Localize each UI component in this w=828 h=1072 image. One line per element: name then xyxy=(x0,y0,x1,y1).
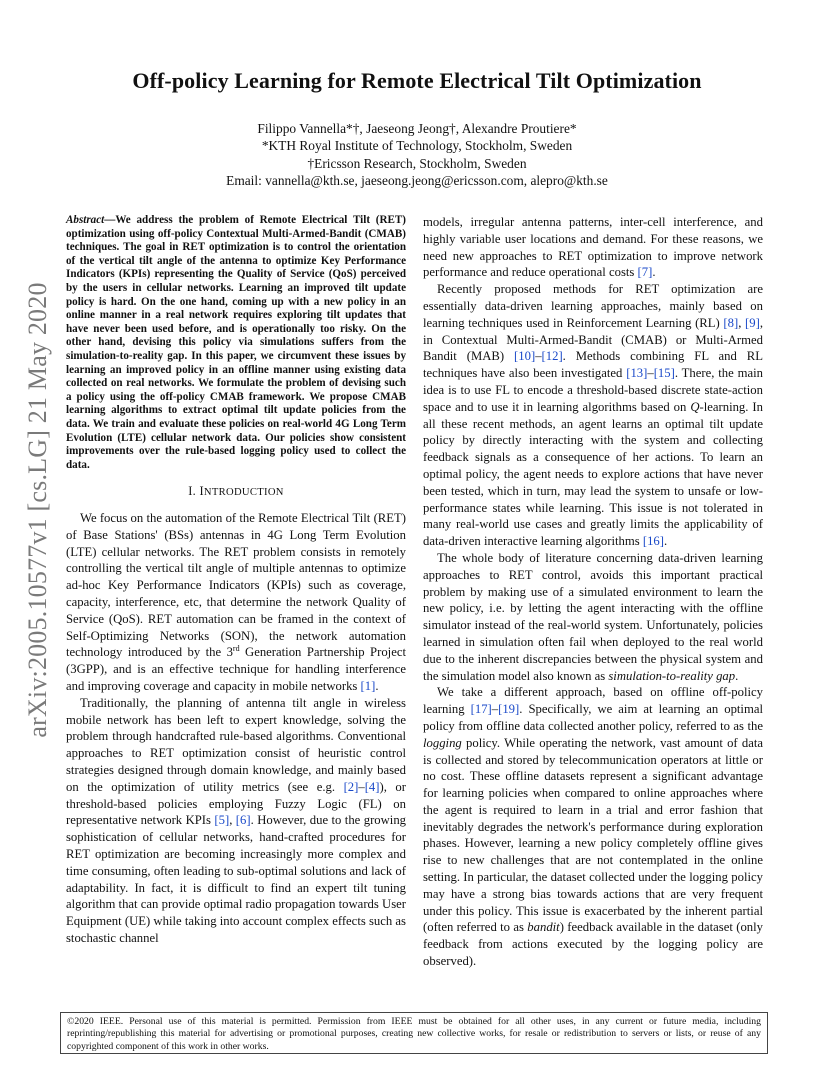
citation-link[interactable]: [1] xyxy=(360,679,376,694)
text-run: , in Contextual Multi-Armed-Bandit (CMAB) or Multi-Armed Bandit (MAB) xyxy=(423,315,764,364)
math-symbol: Q xyxy=(690,399,700,414)
section-heading-introduction xyxy=(66,483,406,502)
arxiv-identifier: arXiv:2005.10577v1 [cs.LG] 21 May 2020 xyxy=(23,282,52,738)
right-column xyxy=(423,214,763,970)
section-title-initial: I xyxy=(199,484,204,499)
copyright-notice: ©2020 IEEE. Personal use of this material is permitted. Permission from IEEE must be obtained for all other uses, in any current or future media, including reprinting/republishing this material for advertising or promotional purposes, creating new collective works, for resale or redistribution to servers or lists, or reuse of any copyrighted component of this work in other works. xyxy=(60,1012,768,1054)
section-title-rest: NTRODUCTION xyxy=(203,487,284,499)
text-run: , xyxy=(738,315,746,330)
arxiv-sidebar xyxy=(20,280,56,740)
author-block xyxy=(66,120,768,190)
citation-link[interactable]: [9] xyxy=(745,315,760,330)
citation-link[interactable]: [6] xyxy=(235,813,251,828)
text-run: , xyxy=(229,813,236,828)
abstract-text: —We address the problem of Remote Electrical Tilt (RET) optimization using off-policy Contextual Multi-Armed-Bandit (CMAB) techniques. The goal in RET optimization is to control the orientation of the vertical tilt angle of the antenna to optimize Key Performance Indicators (KPIs) representing the Quality of Service (QoS) perceived by the users in cellular networks. Learning an improved tilt update policy is hard. On the one hand, coming up with a new policy in an online manner in a real network requires exploring tilt updates that have never been used before, and is operationally too risky. On the other hand, devising this policy via simulations suffers from the simulation-to-reality gap. In this paper, we circumvent these issues by learning an improved policy in an offline manner using existing data collected on real networks. We formulate the problem of devising such a policy using the off-policy CMAB framework. We propose CMAB learning algorithms to extract optimal tilt update policies from the data. We train and evaluate these policies on real-world 4G Long Term Evolution (LTE) cellular network data. Our policies show consistent improvements over the rule-based logging policy used to collect the data. xyxy=(66,214,406,471)
text-run: – xyxy=(535,349,542,364)
text-run: Recently proposed methods for RET optimization are essentially data-driven learning approaches, mainly based on learning techniques used in Reinforcement Learning (RL) xyxy=(423,282,763,330)
affiliation-kth: *KTH Royal Institute of Technology, Stockholm, Sweden xyxy=(261,138,573,154)
text-run: . Specifically, we aim at learning an optimal policy from offline data collected another policy, referred to as the xyxy=(423,702,763,733)
superscript: rd xyxy=(232,644,240,654)
citation-link[interactable]: [19] xyxy=(498,702,520,717)
text-run: Generation Partnership Project (3GPP), and is an effective technique for handling interference and improving coverage and capacity in mobile networks xyxy=(66,645,406,694)
intro-paragraph-4 xyxy=(423,550,763,684)
text-run: The whole body of literature concerning data-driven learning approaches to RET control, avoids this important practical problem by making use of a simulated environment to learn the new policy, i.e. by letting the agent interacting with the offline simulator instead of the real-world system. Unfortunately, policies learned in simulation often fail when deployed to the real world due to the inherent discrepancies between the physical system and the simulation model also known as xyxy=(423,550,763,683)
text-run: – xyxy=(358,779,365,794)
text-run: – xyxy=(491,702,499,717)
text-run: . There, the main idea is to use FL to encode a threshold-based discrete state-action space and to use it in learning algorithms based on xyxy=(423,366,763,414)
intro-paragraph-1 xyxy=(66,510,406,695)
citation-link[interactable]: [8] xyxy=(723,315,739,330)
citation-link[interactable]: [7] xyxy=(637,265,653,280)
text-run: policy. While operating the network, vast amount of data is collected and stored by telecommunication operators at little or no cost. These offline datasets represent a significant advantage for learning policies when compared to online approaches where the agent is required to learn in a trial and error fashion that inevitably degrades the network's performance during exploration phases. However, learning a new policy completely offline gives rise to new challenges that are not contemplated in the online setting. In particular, the dataset collected under the logging policy may have a strong bias towards actions that are very frequent under this policy. This issue is exacerbated by the inherent partial (often referred to as xyxy=(423,735,763,935)
left-column xyxy=(66,214,406,947)
text-run: . xyxy=(735,668,739,683)
text-run: We take a different approach, based on offline off-policy learning xyxy=(423,685,763,717)
citation-link[interactable]: [5] xyxy=(214,813,230,828)
intro-paragraph-3 xyxy=(423,281,763,550)
author-list: Filippo Vannella*†, Jaeseong Jeong†, Alexandre Proutiere* xyxy=(257,121,577,136)
intro-paragraph-2 xyxy=(66,695,406,947)
text-run: ), or threshold-based policies employing Fuzzy Logic (FL) on representative network KPIs xyxy=(66,779,406,828)
emphasis: bandit xyxy=(527,920,560,935)
citation-link[interactable]: [17] xyxy=(470,702,492,717)
text-run: models, irregular antenna patterns, inter-cell interference, and highly variable user locations and demand. For these reasons, we need new approaches to RET optimization to improve network performance and reduce operational costs xyxy=(423,215,763,280)
citation-link[interactable]: [16] xyxy=(642,534,664,549)
section-number: I. xyxy=(188,484,197,499)
text-run: -learning. In all these recent methods, an agent learns an optimal tilt update policy by directly interacting with the system and collecting feedback signals as a consequence of her actions. To learn an optimal policy, the agent needs to explore actions that have never been tested, which in turn, may lead the system to unsafe or low-performance states while learning. This issue is not tolerated in many real-world use cases and greatly limits the applicability of data-driven interactive learning algorithms xyxy=(423,399,763,549)
citation-link[interactable]: [12] xyxy=(541,349,563,364)
emphasis: simulation-to-reality gap xyxy=(608,668,736,683)
paper-title: Off-policy Learning for Remote Electrical Tilt Optimization xyxy=(132,68,702,93)
text-run: ) feedback available in the dataset (only feedback from actions executed by the logging policy are observed). xyxy=(423,920,763,969)
text-run: . xyxy=(652,265,656,280)
affiliation-ericsson: †Ericsson Research, Stockholm, Sweden xyxy=(307,155,527,171)
intro-paragraph-continued xyxy=(423,214,763,281)
author-emails: Email: vannella@kth.se, jaeseong.jeong@ericsson.com, alepro@kth.se xyxy=(226,173,608,189)
citation-link[interactable]: [4] xyxy=(364,779,380,794)
citation-link[interactable]: [2] xyxy=(343,779,359,794)
text-run: Traditionally, the planning of antenna tilt angle in wireless mobile network has been left to expert knowledge, solving the problem through handcrafted rule-based algorithms. Conventional approaches to RET optimization consist of heuristic control strategies designed through domain knowledge, and mainly based on the optimization of utility metrics (see e.g. xyxy=(66,695,406,794)
citation-link[interactable]: [10] xyxy=(514,349,536,364)
intro-paragraph-5 xyxy=(423,684,763,970)
text-run: . Methods combining FL and RL techniques have also been investigated xyxy=(423,349,763,381)
emphasis: logging xyxy=(423,735,462,750)
text-run: We focus on the automation of the Remote Electrical Tilt (RET) of Base Stations' (BSs) antennas in 4G Long Term Evolution (LTE) cellular networks. The RET problem consists in remotely controlling the vertical tilt angle of multiple antennas to optimize ad-hoc Key Performance Indicators (KPIs) such as coverage, capacity, interference, etc, that determine the network Quality of Service (QoS). RET automation can be framed in the context of Self-Optimizing Networks (SON), the network automation technology introduced by the 3 xyxy=(66,511,406,660)
citation-link[interactable]: [13] xyxy=(626,366,648,381)
abstract xyxy=(66,214,406,472)
citation-link[interactable]: [15] xyxy=(653,366,675,381)
abstract-lead: Abstract xyxy=(66,214,105,226)
text-run: – xyxy=(647,366,654,381)
text-run: . xyxy=(375,679,379,694)
text-run: . xyxy=(663,534,668,549)
text-run: . However, due to the growing sophistication of cellular networks, hand-crafted procedures for RET optimization are becoming increasingly more complex and time consuming, often leading to sub-optimal solutions and lack of adaptability. In fact, it is difficult to find an expert tilt tuning algorithm that can provide optimal radio propagation towards User Equipment (UE) while taking into account complex effects such as stochastic channel xyxy=(66,813,407,945)
